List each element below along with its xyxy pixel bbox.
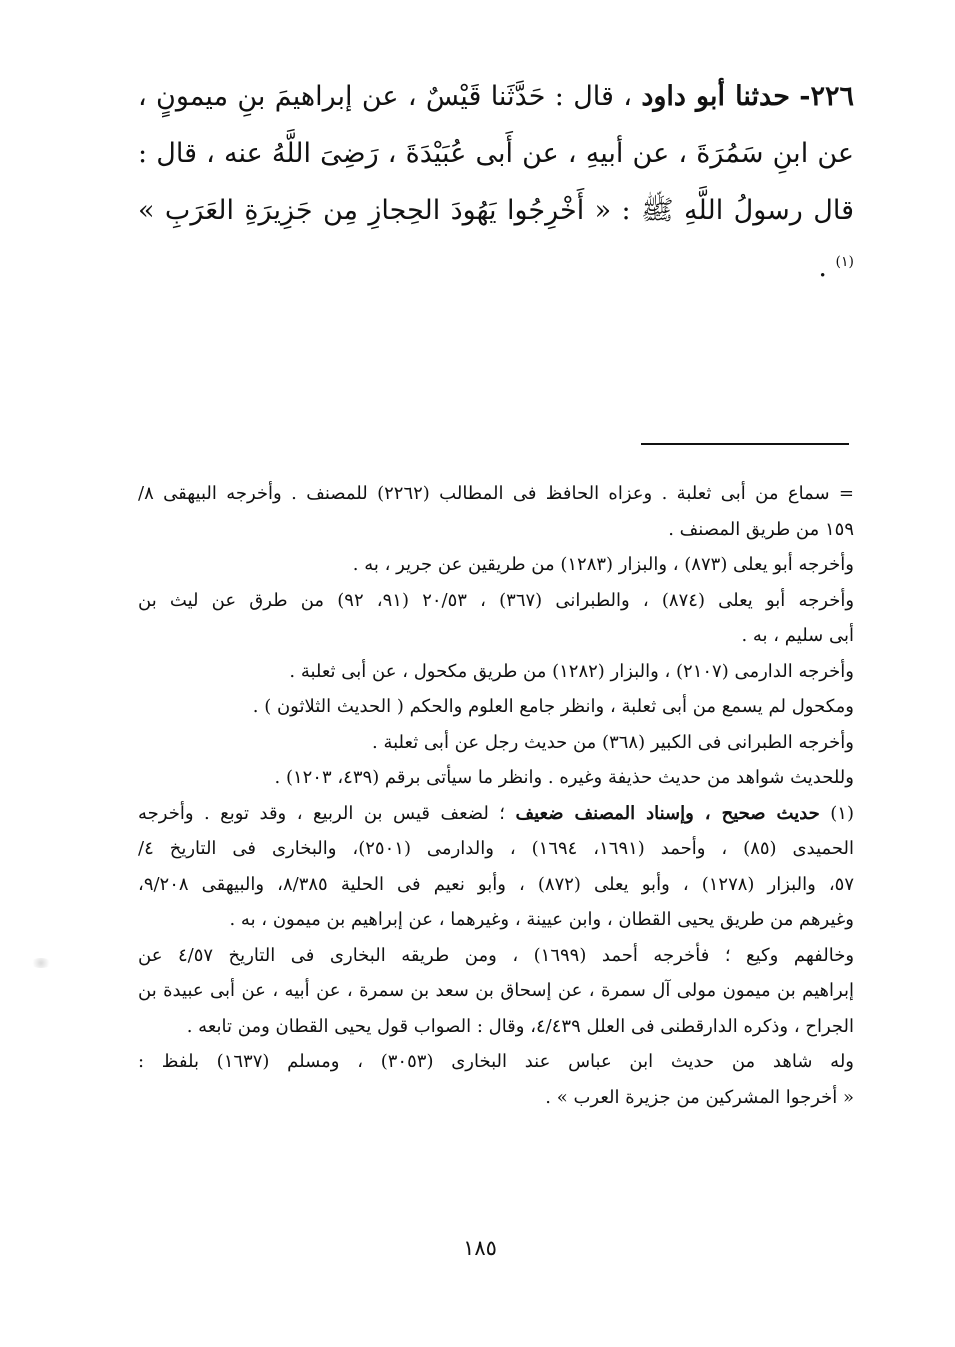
hadith-end: . — [818, 252, 827, 283]
hadith-number: ٢٢٦- — [799, 81, 854, 112]
footnote-1-first-line — [138, 796, 854, 832]
footnote-1-line: وغيرهم من طريق يحيى القطان ، وابن عيينة ، وغيرهما ، عن إبراهيم بن ميمون ، به . — [229, 909, 854, 930]
footnote-line: وأخرجه أبو يعلى (٨٧٤) ، والطبرانى (٣٦٧) ، ٢٠/٥٣ (٩١، ٩٢) من طرق عن ليث بن — [138, 589, 854, 611]
footnote-1-verdict: حديث صحيح ، وإسناد المصنف ضعيف — [515, 802, 820, 824]
footnote-1-rest: ؛ لضعف قيس بن الربيع ، وقد توبع . وأخرجه — [138, 802, 516, 824]
footnote-line: أبى سليم ، به . — [741, 625, 854, 646]
footnote-1-line: « أخرجوا المشركين من جزيرة العرب » . — [545, 1086, 854, 1108]
footnote-1-line: إبراهيم بن ميمون مولى آل سمرة ، عن إسحاق بن سعد بن سمرة ، عن أبيه ، عن أبى عبيدة بن — [138, 980, 854, 1001]
footnote-line: = سماع من أبى ثعلبة . وعزاه الحافظ فى المطالب (٢٢٦٢) للمصنف . وأخرجه البيهقى ٨/ — [138, 483, 854, 504]
footnote-1-line: وخالفهم وكيع ؛ فأخرجه أحمد (١٦٩٩) ، ومن طريقه البخارى فى التاريخ ٤/٥٧ عن — [138, 944, 854, 966]
footnote-line: ومكحول لم يسمع من أبى ثعلبة ، وانظر جامع العلوم والحكم ( الحديث الثلاثون ) . — [252, 696, 854, 717]
footnote-1-line: الجراح ، وذكره الدارقطنى فى العلل ٤/٤٣٩، وقال : الصواب قول يحيى القطان ومن تابعه . — [186, 1015, 854, 1037]
footnote-separator — [641, 443, 849, 445]
footnote-reference: (١) — [835, 254, 854, 270]
hadith-text — [138, 68, 854, 296]
footnote-1-line: ٥٧، والبزار (١٢٧٨) ، وأبو يعلى (٨٧٢) ، وأبو نعيم فى الحلية ٨/٣٨٥، والبيهقى ٩/٢٠٨، — [138, 873, 854, 895]
footnote-line: وأخرجه الطبرانى فى الكبير (٣٦٨) من حديث رجل عن أبى ثعلبة . — [372, 731, 854, 753]
footnote-line: ١٥٩ من طريق المصنف . — [668, 518, 854, 540]
footnote-1-line: وله شاهد من حديث ابن عباس عند البخارى (٣٠٥٣) ، ومسلم (١٦٣٧) بلفظ : — [138, 1051, 854, 1072]
footnote-line: وأخرجه الدارمى (٢١٠٧) ، والبزار (١٢٨٢) من طريق مكحول ، عن أبى ثعلبة . — [289, 660, 854, 682]
scan-speck — [30, 958, 52, 968]
footnote-line: وللحديث شواهد من حديث حذيفة وغيره . وانظر ما سيأتى برقم (٤٣٩، ١٢٠٣) . — [274, 767, 854, 788]
hadith-lead: حدثنا أبو داود — [641, 81, 790, 112]
hadith-body: ، قال : حَدَّثَنا قَيْسٌ ، عن إبراهيمَ بنِ ميمونٍ ، عن ابنِ سَمُرَةَ ، عن أبيهِ ، عن أَبى عُبَيْدَةَ ، رَضِىَ اللَّهُ عنه ، قال : قال رسولُ اللَّهِ ﷺ : « أَخْرِجُوا يَهُودَ الحِجازِ مِن جَزِيرَةِ العَرَبِ » — [138, 81, 854, 226]
footnotes — [138, 476, 854, 1115]
page-number: ١٨٥ — [463, 1236, 497, 1260]
footnote-1-marker: (١) — [830, 802, 854, 824]
footnote-1-line: الحميدى (٨٥) ، وأحمد (١٦٩١، ١٦٩٤) ، والدارمى (٢٥٠١)، والبخارى فى التاريخ ٤/ — [138, 838, 854, 859]
footnote-line: وأخرجه أبو يعلى (٨٧٣) ، والبزار (١٢٨٣) من طريقين عن جرير ، به . — [352, 554, 854, 575]
